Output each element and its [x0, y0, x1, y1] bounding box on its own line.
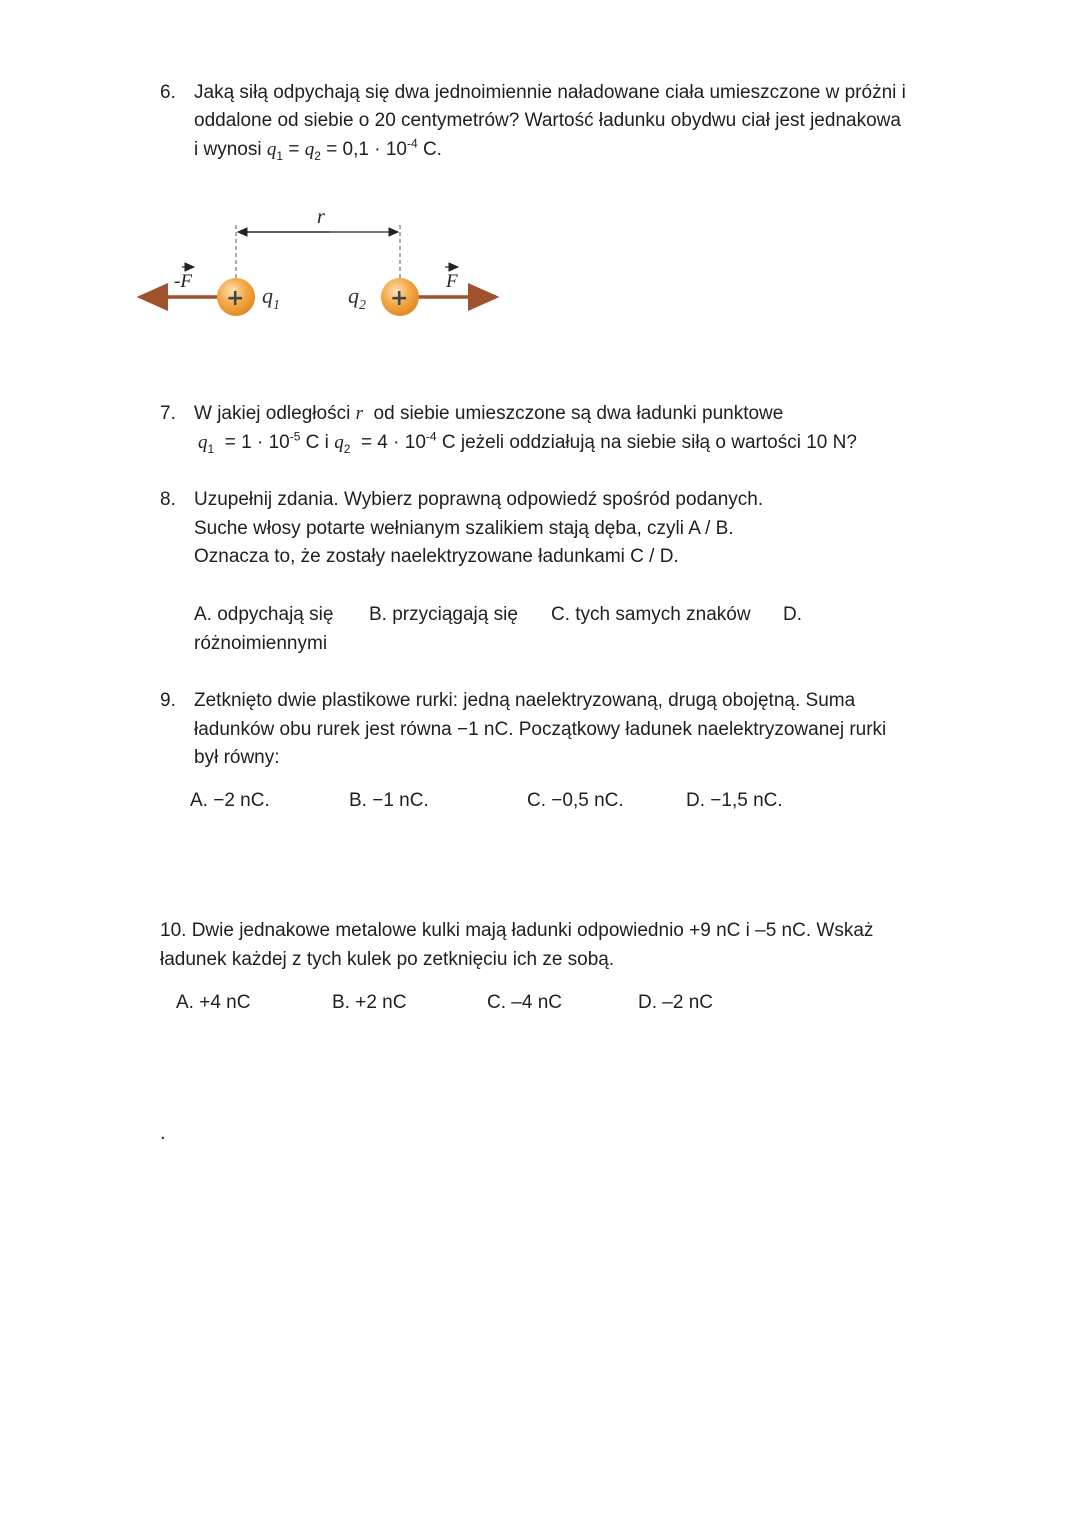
q8-line-3: Oznacza to, że zostały naelektryzowane ładunkami C / D. — [194, 546, 679, 567]
q9-line-3: był równy: — [194, 747, 280, 768]
force-left-label: -F — [174, 271, 192, 292]
q8-number: 8. — [160, 489, 176, 510]
q8-option-d: D. — [783, 604, 802, 625]
q8-option-a: A. odpychają się — [194, 604, 334, 625]
q6-line-2: oddalone od siebie o 20 centymetrów? Wartość ładunku obydwu ciał jest jednakowa — [194, 110, 901, 131]
q7-line-2: $q_1 = 1 \cdot 10^{-5}$ C i $q_2 = 4 \cdot 10^{-4}$ C jeżeli oddziałują na siebie siłą o wartości 10 N? — [198, 429, 857, 456]
q1-label: $q_1$ — [262, 283, 280, 313]
q8-line-1: Uzupełnij zdania. Wybierz poprawną odpowiedź spośród podanych. — [194, 489, 764, 510]
q7-line-1: W jakiej odległości r od siebie umieszczone są dwa ładunki punktowe — [194, 403, 784, 424]
q8-option-c: C. tych samych znaków — [551, 604, 751, 625]
q9-line-2: ładunków obu rurek jest równa −1 nC. Początkowy ładunek naelektryzowanej rurki — [194, 719, 887, 740]
stray-dot: . — [160, 1122, 166, 1144]
q10-line-2: ładunek każdej z tych kulek po zetknięciu ich ze sobą. — [160, 949, 615, 970]
q10-option-a: A. +4 nC — [176, 992, 251, 1013]
q9-option-b: B. −1 nC. — [349, 790, 429, 811]
q8-option-b: B. przyciągają się — [369, 604, 518, 625]
q9-option-d: D. −1,5 nC. — [686, 790, 783, 811]
charge-q2-plus: + — [390, 286, 409, 311]
q8-line-2: Suche włosy potarte wełnianym szalikiem stają dęba, czyli A / B. — [194, 518, 734, 539]
q9-number: 9. — [160, 690, 176, 711]
charge-q1-plus: + — [226, 286, 245, 311]
q10-option-d: D. –2 nC — [638, 992, 713, 1013]
q2-label: $q_2$ — [348, 283, 366, 313]
q6-line-1: Jaką siłą odpychają się dwa jednoimiennie naładowane ciała umieszczone w próżni i — [194, 82, 906, 103]
q9-line-1: Zetknięto dwie plastikowe rurki: jedną naelektryzowaną, drugą obojętną. Suma — [194, 690, 856, 711]
r-label: r — [317, 206, 325, 228]
coulomb-diagram — [130, 195, 520, 335]
q10-option-b: B. +2 nC — [332, 992, 407, 1013]
q10-option-c: C. –4 nC — [487, 992, 562, 1013]
q6-number: 6. — [160, 82, 176, 103]
q9-option-a: A. −2 nC. — [190, 790, 270, 811]
q7-number: 7. — [160, 403, 176, 424]
q9-option-c: C. −0,5 nC. — [527, 790, 624, 811]
force-right-label: F — [446, 271, 458, 292]
q6-line-3: i wynosi $q_1 = q_2 = 0,1 \cdot 10^{-4}$ C. — [194, 136, 442, 163]
q10-line-1: 10. Dwie jednakowe metalowe kulki mają ładunki odpowiednio +9 nC i –5 nC. Wskaż — [160, 920, 874, 941]
q8-option-d-continued: różnoimiennymi — [194, 633, 328, 654]
